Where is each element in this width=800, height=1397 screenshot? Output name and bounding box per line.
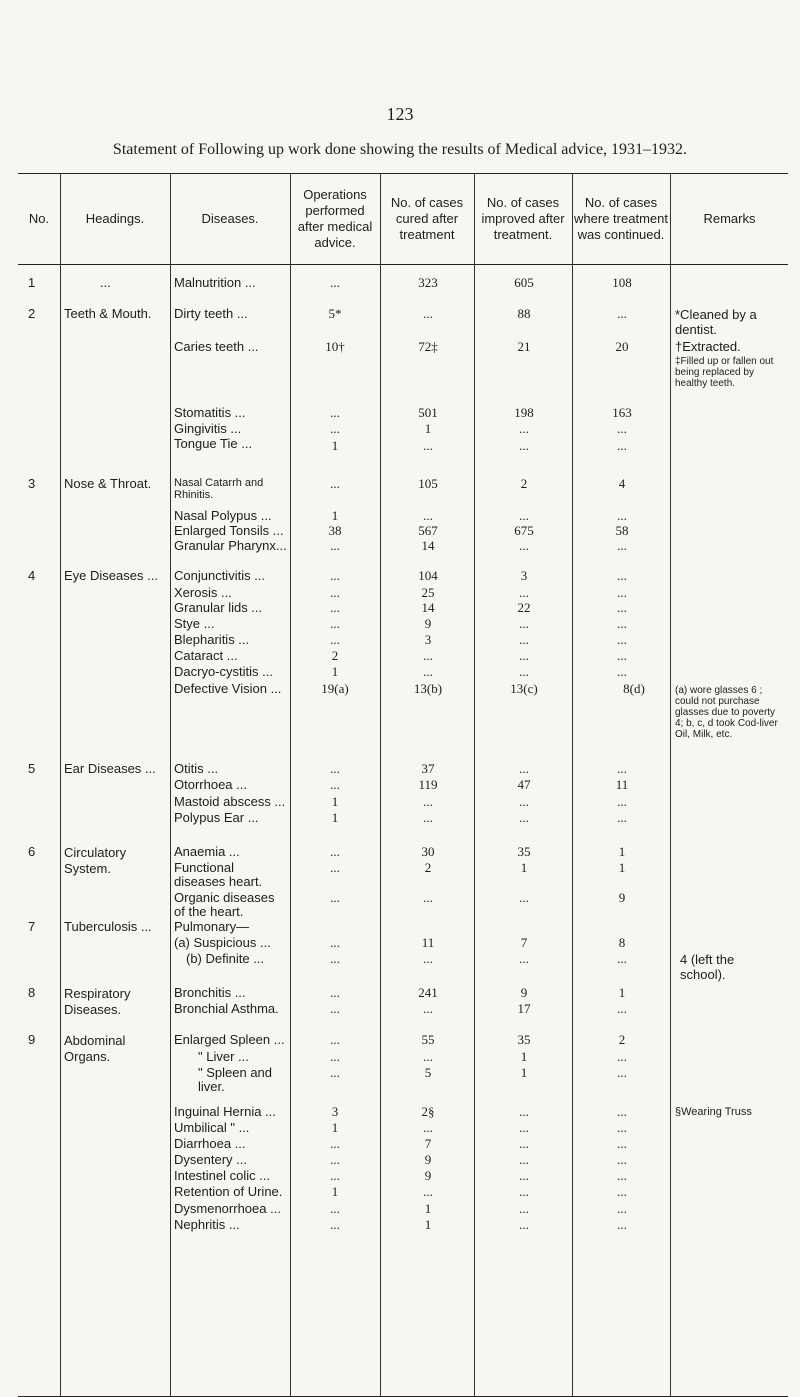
remark-filled: ‡Filled up or fallen out being replaced by healthy teeth. <box>675 356 774 389</box>
operations-value: 1 <box>331 1184 339 1199</box>
operations-value: ... <box>330 890 340 905</box>
cured-value: 72‡ <box>418 339 438 354</box>
continued-value: 20 <box>615 339 629 354</box>
cured-value: ... <box>423 890 433 905</box>
column-header-no: No. <box>28 211 50 226</box>
continued-value: ... <box>617 951 627 966</box>
disease-label: Stomatitis ... <box>174 405 246 420</box>
improved-value: ... <box>519 421 529 436</box>
disease-label: Nasal Catarrh and Rhinitis. <box>174 477 264 501</box>
column-divider <box>60 173 61 1396</box>
cured-value: ... <box>423 1001 433 1016</box>
operations-value: 3 <box>331 1104 339 1119</box>
cured-value: 25 <box>421 585 435 600</box>
cured-value: 9 <box>424 616 432 631</box>
operations-value: ... <box>330 405 340 420</box>
continued-value: ... <box>617 810 627 825</box>
remark-truss: §Wearing Truss <box>675 1106 752 1118</box>
disease-label: Diarrhoea ... <box>174 1136 246 1151</box>
disease-label: Malnutrition ... <box>174 275 256 290</box>
operations-value: ... <box>330 568 340 583</box>
cured-value: 1 <box>424 421 432 436</box>
improved-value: 675 <box>514 523 534 538</box>
operations-value: 1 <box>331 1120 339 1135</box>
improved-value: ... <box>519 761 529 776</box>
operations-value: 19(a) <box>321 681 349 696</box>
improved-value: 13(c) <box>510 681 538 696</box>
disease-label: Nephritis ... <box>174 1217 240 1232</box>
disease-label: Enlarged Tonsils ... <box>174 523 284 538</box>
improved-value: 47 <box>517 777 531 792</box>
continued-value: 163 <box>612 405 632 420</box>
header-bottom-rule <box>18 264 788 265</box>
continued-value: ... <box>617 794 627 809</box>
continued-value: 9 <box>618 890 626 905</box>
operations-value: ... <box>330 616 340 631</box>
continued-value: 8 <box>618 935 626 950</box>
cured-value: ... <box>423 1049 433 1064</box>
operations-value: 1 <box>331 810 339 825</box>
column-divider <box>290 173 291 1396</box>
continued-value: 1 <box>618 985 626 1000</box>
improved-value: 88 <box>517 306 531 321</box>
disease-label: " Liver ... <box>198 1049 249 1064</box>
column-header-operations: Operations performed after medical advice. <box>297 187 373 250</box>
disease-label: Bronchial Asthma. <box>174 1001 279 1016</box>
column-header-remarks: Remarks <box>703 211 756 226</box>
remark-cleaned: *Cleaned by a dentist. <box>675 307 757 337</box>
remark-extracted: †Extracted. <box>675 339 741 354</box>
disease-label: Intestinel colic ... <box>174 1168 271 1183</box>
disease-label: Defective Vision ... <box>174 681 282 696</box>
continued-value: ... <box>617 600 627 615</box>
operations-value: ... <box>330 1217 340 1232</box>
group-number: 2 <box>28 306 36 321</box>
cured-value: ... <box>423 438 433 453</box>
cured-value: 1 <box>424 1201 432 1216</box>
operations-value: ... <box>330 1049 340 1064</box>
page-title: Statement of Following up work done showing the results of Medical advice, 1931–1932. <box>112 141 688 158</box>
group-number: 9 <box>28 1032 36 1047</box>
operations-value: ... <box>330 1201 340 1216</box>
continued-value: ... <box>617 632 627 647</box>
improved-value: ... <box>519 508 529 523</box>
improved-value: 7 <box>520 935 528 950</box>
disease-label: Dysmenorrhoea ... <box>174 1201 281 1216</box>
improved-value: ... <box>519 1201 529 1216</box>
disease-label: Caries teeth ... <box>174 339 259 354</box>
continued-value: ... <box>617 421 627 436</box>
group-heading: Respiratory Diseases. <box>64 986 131 1017</box>
operations-value: ... <box>330 632 340 647</box>
improved-value: 198 <box>514 405 534 420</box>
continued-value: ... <box>617 1168 627 1183</box>
group-heading: Abdominal Organs. <box>64 1033 126 1064</box>
improved-value: ... <box>519 538 529 553</box>
continued-value: ... <box>617 1049 627 1064</box>
disease-label: Gingivitis ... <box>174 421 242 436</box>
cured-value: 9 <box>424 1152 432 1167</box>
group-number: 1 <box>28 275 36 290</box>
improved-value: ... <box>519 890 529 905</box>
disease-label: Anaemia ... <box>174 844 240 859</box>
operations-value: ... <box>330 600 340 615</box>
operations-value: 38 <box>328 523 342 538</box>
operations-value: ... <box>330 985 340 1000</box>
improved-value: ... <box>519 1136 529 1151</box>
operations-value: ... <box>330 761 340 776</box>
improved-value: ... <box>519 664 529 679</box>
improved-value: 1 <box>520 1065 528 1080</box>
group-number: 7 <box>28 919 36 934</box>
cured-value: ... <box>423 664 433 679</box>
operations-value: 10† <box>325 339 345 354</box>
column-header-continued: No. of cases where treatment was continued. <box>574 195 668 242</box>
operations-value: ... <box>330 1152 340 1167</box>
group-number: 8 <box>28 985 36 1000</box>
cured-value: 7 <box>424 1136 432 1151</box>
operations-value: ... <box>330 476 340 491</box>
column-header-headings: Headings. <box>85 211 145 226</box>
disease-label: Granular lids ... <box>174 600 263 615</box>
continued-value: ... <box>617 438 627 453</box>
operations-value: 1 <box>331 508 339 523</box>
group-heading: Circulatory System. <box>64 845 127 876</box>
cured-value: 14 <box>421 600 435 615</box>
continued-value: 2 <box>618 1032 626 1047</box>
improved-value: 3 <box>520 568 528 583</box>
remark-left-school: 4 (left the school). <box>680 952 735 982</box>
disease-label: Organic diseases of the heart. <box>174 890 275 919</box>
cured-value: 9 <box>424 1168 432 1183</box>
continued-value: 11 <box>615 777 629 792</box>
continued-value: ... <box>617 1217 627 1232</box>
remark-glasses: (a) wore glasses 6 ; could not purchase glasses due to poverty 4; b, c, d took Cod-liver Oil, Milk, etc. <box>675 685 778 740</box>
operations-value: ... <box>330 1001 340 1016</box>
operations-value: ... <box>330 844 340 859</box>
continued-value: ... <box>617 1120 627 1135</box>
group-heading: Nose & Throat. <box>64 476 152 491</box>
improved-value: ... <box>519 1104 529 1119</box>
continued-value: ... <box>617 1184 627 1199</box>
improved-value: ... <box>519 1120 529 1135</box>
cured-value: 11 <box>421 935 435 950</box>
operations-value: ... <box>330 860 340 875</box>
operations-value: 2 <box>331 648 339 663</box>
disease-label: Polypus Ear ... <box>174 810 259 825</box>
disease-label: Blepharitis ... <box>174 632 250 647</box>
continued-value: 108 <box>612 275 632 290</box>
improved-value: 9 <box>520 985 528 1000</box>
group-heading: Tuberculosis ... <box>64 919 152 934</box>
disease-label: Conjunctivitis ... <box>174 568 266 583</box>
disease-label: Nasal Polypus ... <box>174 508 272 523</box>
group-heading: Ear Diseases ... <box>64 761 156 776</box>
cured-value: 55 <box>421 1032 435 1047</box>
improved-value: ... <box>519 616 529 631</box>
column-divider <box>170 173 171 1396</box>
improved-value: 1 <box>520 1049 528 1064</box>
group-heading: ... <box>100 275 111 290</box>
column-header-cured: No. of cases cured after treatment <box>390 195 464 242</box>
disease-label: Bronchitis ... <box>174 985 246 1000</box>
continued-value: ... <box>617 1065 627 1080</box>
improved-value: ... <box>519 632 529 647</box>
continued-value: ... <box>617 1152 627 1167</box>
continued-value: 1 <box>618 844 626 859</box>
disease-label: Granular Pharynx... <box>174 538 287 553</box>
group-number: 3 <box>28 476 36 491</box>
cured-value: 567 <box>418 523 438 538</box>
cured-value: ... <box>423 1120 433 1135</box>
column-header-improved: No. of cases improved after treatment. <box>481 195 565 242</box>
cured-value: ... <box>423 508 433 523</box>
operations-value: ... <box>330 935 340 950</box>
improved-value: ... <box>519 1152 529 1167</box>
disease-label: Tongue Tie ... <box>174 436 253 451</box>
improved-value: ... <box>519 1184 529 1199</box>
continued-value: ... <box>617 538 627 553</box>
operations-value: 1 <box>331 664 339 679</box>
cured-value: 2§ <box>421 1104 435 1119</box>
continued-value: ... <box>617 1001 627 1016</box>
cured-value: 1 <box>424 1217 432 1232</box>
disease-label: (a) Suspicious ... <box>174 935 271 950</box>
cured-value: 14 <box>421 538 435 553</box>
operations-value: ... <box>330 538 340 553</box>
cured-value: 3 <box>424 632 432 647</box>
improved-value: ... <box>519 1168 529 1183</box>
cured-value: 105 <box>418 476 438 491</box>
cured-value: 13(b) <box>413 681 443 696</box>
continued-value: ... <box>617 1104 627 1119</box>
disease-label: Umbilical " ... <box>174 1120 250 1135</box>
improved-value: 35 <box>517 844 531 859</box>
column-divider <box>572 173 573 1396</box>
disease-label: Xerosis ... <box>174 585 232 600</box>
improved-value: ... <box>519 585 529 600</box>
cured-value: ... <box>423 1184 433 1199</box>
continued-value: ... <box>617 616 627 631</box>
cured-value: ... <box>423 794 433 809</box>
continued-value: ... <box>617 1136 627 1151</box>
operations-value: ... <box>330 1136 340 1151</box>
improved-value: 17 <box>517 1001 531 1016</box>
operations-value: ... <box>330 1032 340 1047</box>
operations-value: 1 <box>331 438 339 453</box>
disease-label: Functional diseases heart. <box>174 860 263 889</box>
improved-value: 35 <box>517 1032 531 1047</box>
disease-label: Enlarged Spleen ... <box>174 1032 285 1047</box>
operations-value: ... <box>330 951 340 966</box>
disease-label: Cataract ... <box>174 648 238 663</box>
disease-label: Pulmonary— <box>174 919 250 934</box>
column-divider <box>380 173 381 1396</box>
group-number: 6 <box>28 844 36 859</box>
cured-value: 241 <box>418 985 438 1000</box>
disease-label: Retention of Urine. <box>174 1184 283 1199</box>
continued-value: 1 <box>618 860 626 875</box>
cured-value: 5 <box>424 1065 432 1080</box>
operations-value: 1 <box>331 794 339 809</box>
disease-label: Dysentery ... <box>174 1152 247 1167</box>
group-heading: Eye Diseases ... <box>64 568 158 583</box>
operations-value: ... <box>330 1168 340 1183</box>
cured-value: ... <box>423 810 433 825</box>
operations-value: ... <box>330 777 340 792</box>
continued-value: ... <box>617 761 627 776</box>
improved-value: ... <box>519 438 529 453</box>
group-number: 4 <box>28 568 36 583</box>
operations-value: 5* <box>328 306 342 321</box>
operations-value: ... <box>330 585 340 600</box>
disease-label: Otorrhoea ... <box>174 777 247 792</box>
cured-value: 323 <box>418 275 438 290</box>
operations-value: ... <box>330 275 340 290</box>
improved-value: ... <box>519 648 529 663</box>
column-divider <box>474 173 475 1396</box>
continued-value: ... <box>617 508 627 523</box>
continued-value: ... <box>617 648 627 663</box>
cured-value: ... <box>423 951 433 966</box>
disease-label: Stye ... <box>174 616 215 631</box>
improved-value: ... <box>519 810 529 825</box>
table-top-rule <box>18 173 788 174</box>
page-number: 123 <box>386 104 414 124</box>
disease-label: (b) Definite ... <box>186 951 265 966</box>
improved-value: 22 <box>517 600 531 615</box>
cured-value: 2 <box>424 860 432 875</box>
improved-value: 21 <box>517 339 531 354</box>
improved-value: 1 <box>520 860 528 875</box>
disease-label: Otitis ... <box>174 761 219 776</box>
continued-value: 58 <box>615 523 629 538</box>
improved-value: ... <box>519 794 529 809</box>
continued-value: 4 <box>618 476 626 491</box>
improved-value: ... <box>519 951 529 966</box>
disease-label: " Spleen and liver. <box>198 1065 273 1094</box>
continued-value: ... <box>617 585 627 600</box>
cured-value: ... <box>423 306 433 321</box>
continued-value: ... <box>617 664 627 679</box>
continued-value: ... <box>617 1201 627 1216</box>
disease-label: Dirty teeth ... <box>174 306 248 321</box>
improved-value: 2 <box>520 476 528 491</box>
cured-value: 119 <box>418 777 438 792</box>
disease-label: Inguinal Hernia ... <box>174 1104 276 1119</box>
operations-value: ... <box>330 1065 340 1080</box>
continued-value: ... <box>617 568 627 583</box>
cured-value: 30 <box>421 844 435 859</box>
cured-value: 501 <box>418 405 438 420</box>
continued-value: ... <box>617 306 627 321</box>
column-header-diseases: Diseases. <box>201 211 259 226</box>
cured-value: ... <box>423 648 433 663</box>
disease-label: Dacryo-cystitis ... <box>174 664 273 679</box>
cured-value: 37 <box>421 761 435 776</box>
group-heading: Teeth & Mouth. <box>64 306 152 321</box>
continued-value: 8(d) <box>623 681 645 696</box>
disease-label: Mastoid abscess ... <box>174 794 286 809</box>
operations-value: ... <box>330 421 340 436</box>
group-number: 5 <box>28 761 36 776</box>
column-divider <box>670 173 671 1396</box>
improved-value: ... <box>519 1217 529 1232</box>
cured-value: 104 <box>418 568 438 583</box>
improved-value: 605 <box>514 275 534 290</box>
